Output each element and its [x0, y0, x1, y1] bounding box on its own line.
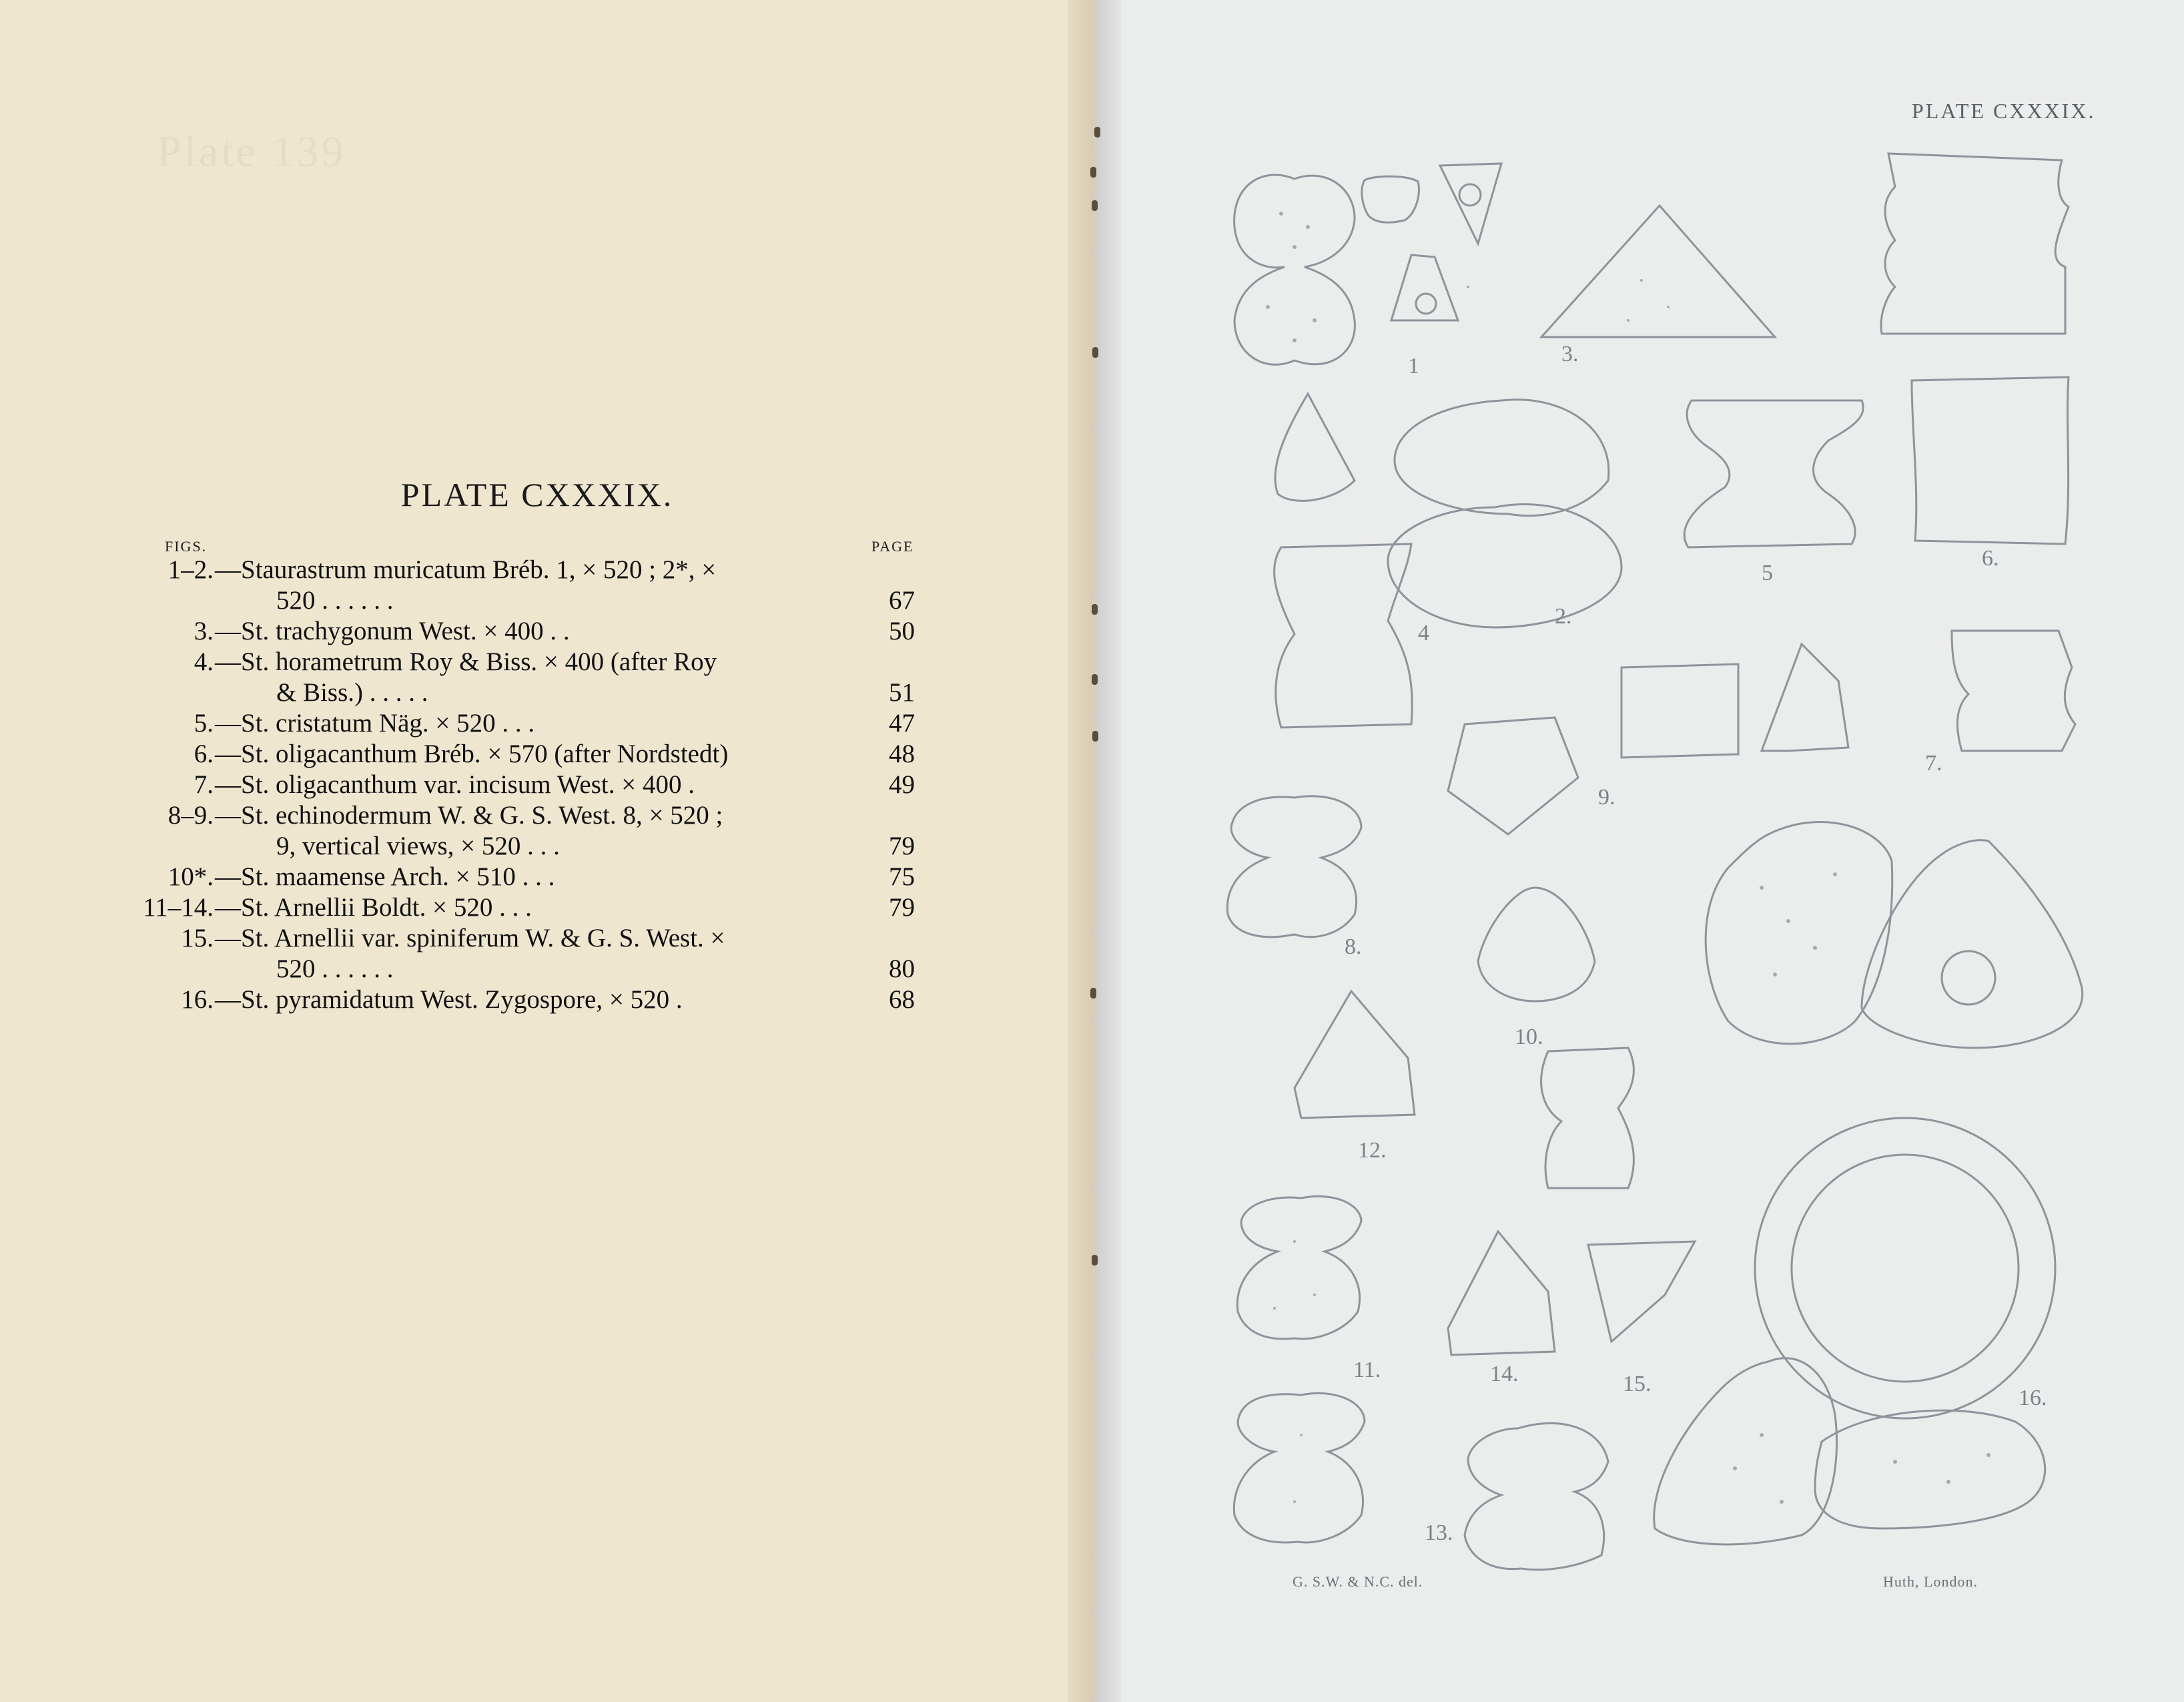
legend-page: 67	[889, 586, 915, 615]
legend-page: 48	[889, 740, 915, 768]
fig-9-pentagon-view	[1448, 718, 1578, 834]
legend-page: 47	[889, 709, 915, 738]
legend-fig: 8–9.	[167, 801, 214, 830]
printer-credit: Huth, London.	[1883, 1573, 1978, 1590]
fig-1-cell	[1234, 175, 1355, 364]
legend-text: —St. oligacanthum Bréb. × 570 (after Nordstedt)	[215, 740, 729, 768]
legend-text: —St. horametrum Roy & Biss. × 400 (after Roy	[215, 647, 717, 676]
fig-6-a-cell	[1881, 154, 2069, 334]
legend-text: 520 . . . . . .	[276, 586, 394, 615]
legend-page: 49	[889, 770, 915, 799]
fig-3-d-nucleus	[1459, 184, 1481, 206]
legend-page: 50	[889, 617, 915, 645]
fig-16-cell-right	[1815, 1410, 2045, 1528]
stipple-dots	[1266, 212, 1990, 1504]
fig-2-cell-top	[1395, 400, 1609, 516]
legend-page: 51	[889, 678, 915, 707]
legend-text: 9, vertical views, × 520 . . .	[276, 832, 560, 860]
fig-16-zygospore-inner	[1792, 1155, 2019, 1382]
figure-label: 13.	[1425, 1520, 1453, 1545]
fig-11-cell	[1237, 1196, 1361, 1339]
legend-page: 75	[889, 862, 915, 891]
fig-4-a-cell	[1275, 544, 1413, 728]
figure-label: 4	[1418, 621, 1429, 645]
show-through-text: Plate 139	[157, 127, 346, 176]
fig-3-a-cell	[1362, 176, 1419, 222]
fig-13-cell	[1234, 1393, 1365, 1542]
legend-fig: 7.	[194, 770, 214, 799]
fig-2-vertical-view	[1541, 206, 1775, 337]
fig-9-square-view	[1621, 664, 1738, 758]
legend-text: 520 . . . . . .	[276, 954, 394, 983]
legend-fig: 15.	[181, 924, 214, 952]
page-column-header: PAGE	[871, 538, 914, 555]
figure-label: 9.	[1598, 785, 1615, 810]
fig-7-a-cell	[1952, 631, 2075, 751]
fig-14-cell	[1448, 1231, 1555, 1355]
fig-6-b-cell	[1912, 377, 2069, 544]
legend-text: —St. Arnellii Boldt. × 520 . . .	[215, 893, 532, 922]
legend-text: —St. maamense Arch. × 510 . . .	[215, 862, 555, 891]
artist-credit: G. S.W. & N.C. del.	[1293, 1573, 1423, 1590]
legend-text: —St. pyramidatum West. Zygospore, × 520 .	[215, 985, 683, 1014]
figure-label: 6.	[1982, 546, 1999, 571]
legend-text: —St. cristatum Näg. × 520 . . .	[215, 709, 535, 738]
plate-header: PLATE CXXXIX.	[1912, 99, 2096, 123]
fig-10-front-view	[1541, 1048, 1634, 1188]
plate-illustration	[1094, 0, 2184, 1702]
fig-3-d-cell	[1440, 164, 1501, 244]
legend-text: & Biss.) . . . . .	[276, 678, 428, 707]
legend-page: 68	[889, 985, 915, 1014]
legend-fig: 10*.	[167, 862, 214, 891]
fig-12-cell	[1295, 991, 1415, 1118]
figure-label: 11.	[1353, 1358, 1381, 1382]
figure-label: 15.	[1623, 1372, 1652, 1396]
legend-fig: 16.	[181, 985, 214, 1014]
figure-label: 14.	[1490, 1362, 1519, 1386]
fig-3-b-nucleus	[1416, 294, 1436, 314]
legend-fig: 3.	[194, 617, 214, 645]
plate-title: PLATE CXXXIX.	[400, 476, 674, 513]
legend-page: 80	[889, 954, 915, 983]
legend-fig: 1–2.	[167, 555, 214, 584]
fig-15-a-cell	[1465, 1423, 1608, 1569]
fig-4-b-cell	[1275, 394, 1355, 501]
figure-label: 7.	[1925, 751, 1942, 776]
legend-fig: 5.	[194, 709, 214, 738]
legend-fig: 6.	[194, 740, 214, 768]
legend-text: —St. Arnellii var. spiniferum W. & G. S. West. ×	[215, 924, 725, 952]
fig-5-cell	[1684, 400, 1863, 547]
legend-text: —St. oligacanthum var. incisum West. × 400 .	[215, 770, 695, 799]
figure-label: 5	[1762, 561, 1773, 585]
figs-column-header: FIGS.	[165, 538, 208, 555]
fig-16-zygospore	[1755, 1118, 2055, 1418]
legend-text: —St. trachygonum West. × 400 . .	[215, 617, 570, 645]
figure-label: 16.	[2019, 1386, 2047, 1410]
fig-10-vertical-view	[1478, 888, 1595, 1001]
fig-14-large-cell	[1862, 840, 2083, 1048]
legend-fig: 4.	[194, 647, 214, 676]
figure-label: 12.	[1358, 1138, 1387, 1163]
fig-2-cell-bottom	[1388, 505, 1621, 627]
figure-label: 3.	[1561, 342, 1579, 366]
figure-label: 2.	[1555, 604, 1572, 629]
figure-label: 8.	[1345, 934, 1362, 959]
legend-fig: 11–14.	[143, 893, 214, 922]
figure-label: 1	[1408, 354, 1419, 378]
fig-7-b-cell	[1762, 644, 1848, 751]
fig-11-large-cell	[1706, 822, 1892, 1043]
legend-page: 79	[889, 893, 915, 922]
fig-8-cell	[1227, 796, 1361, 937]
legend-page: 79	[889, 832, 915, 860]
figure-label: 10.	[1515, 1025, 1543, 1049]
fig-14-nucleus	[1942, 951, 1995, 1005]
fig-15-b-cell	[1588, 1241, 1695, 1342]
legend-text: —St. echinodermum W. & G. S. West. 8, × 520 ;	[215, 801, 723, 830]
fig-16-cell-left	[1654, 1358, 1837, 1544]
fig-3-b-cell	[1391, 255, 1458, 320]
legend-text: —Staurastrum muricatum Bréb. 1, × 520 ; 2*, ×	[215, 555, 717, 584]
